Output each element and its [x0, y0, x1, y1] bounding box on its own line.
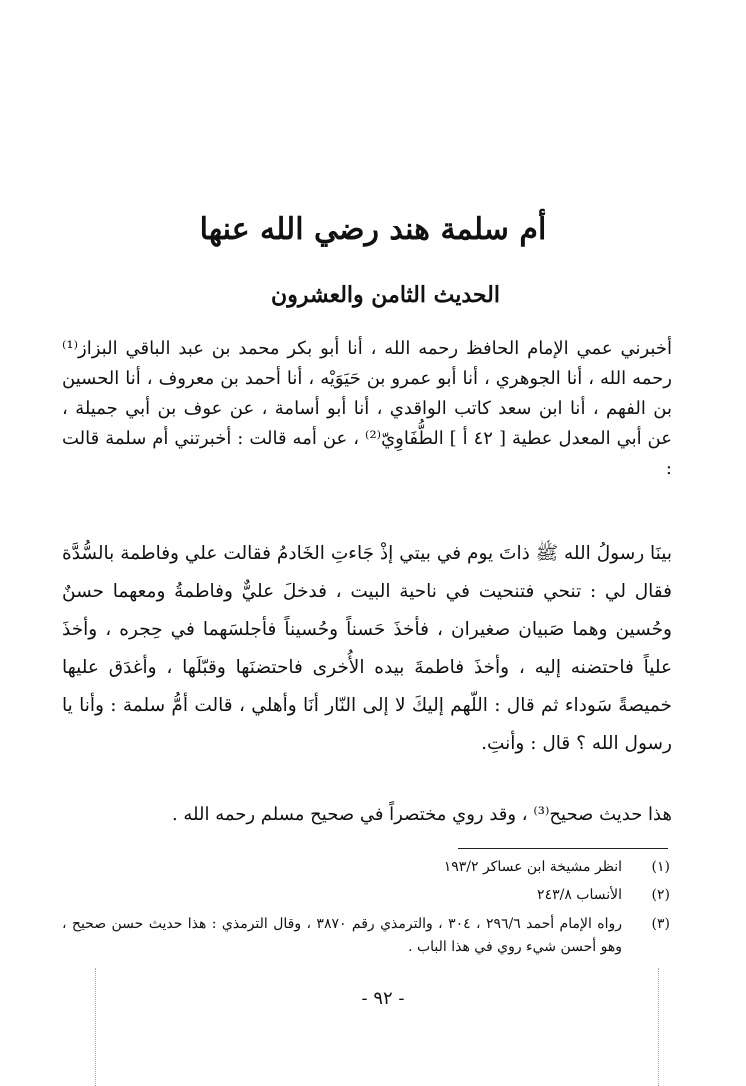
- scan-margin-line: [95, 968, 96, 1086]
- isnad-paragraph: أخبرني عمي الإمام الحافظ رحمه الله ، أنا أبو بكر محمد بن عبد الباقي البزاز⁽¹⁾ رحمه الله ، أنا الجوهري ، أنا أبو عمرو بن حَيَوَيْه ، أنا أحمد بن معروف ، أنا الحسين بن الفهم ، أنا ابن سعد كاتب الواقدي ، أنا أبو أسامة ، عن عوف بن أبي جميلة ، عن أبي المعدل عطية [ ٤٢ أ ] الطُّفَاوِيّ⁽²⁾ ، عن أمه قالت : أخبرتني أم سلمة قالت :: [62, 338, 673, 479]
- footnote-number: (٢): [651, 887, 670, 903]
- footnote-divider: [458, 848, 668, 849]
- footnote-3: [62, 913, 670, 959]
- footnote-text: الأنساب ٢٤٣/٨: [537, 887, 622, 903]
- footnote-2: [62, 884, 670, 907]
- page-number: - ٩٢ -: [361, 988, 405, 1009]
- footnote-number: (٣): [651, 916, 670, 932]
- scan-margin-line: [658, 968, 659, 1086]
- footnote-text: انظر مشيخة ابن عساكر ١٩٣/٢: [443, 859, 622, 875]
- hadith-text-paragraph: بينَا رسولُ الله ﷺ ذاتَ يوم في بيتي إذْ جَاءتِ الخَادمُ فقالت علي وفاطمة بالسُّدَّة فقال لي : تنحي فتنحيت في ناحية البيت ، فدخلَ عليٌّ وفاطمةُ ومعهما حسنٌ وحُسين وهما صَبيان صغيران ، فأخذَ حَسناً وحُسيناً فأجلسَهما في حِجره ، وأخذَ علياً فاحتضنه إليه ، وأخذَ فاطمةَ بيده الأُخرى فاحتضنَها وقبّلَها ، وأغدَق عليها خميصةً سَوداء ثم قال : اللّهم إليكَ لا إلى النّار أنَا وأهلي ، قالت أمُّ سلمة : وأنا يا رسول الله ؟ قال : وأنتِ.: [62, 543, 672, 754]
- footnote-number: (١): [651, 859, 670, 875]
- grading-paragraph: هذا حديث صحيح⁽³⁾ ، وقد روي مختصراً في صحيح مسلم رحمه الله .: [171, 804, 672, 825]
- hadith-heading: الحديث الثامن والعشرون: [271, 282, 500, 308]
- footnote-1: [62, 856, 670, 879]
- footnote-text: رواه الإمام أحمد ٢٩٦/٦ ، ٣٠٤ ، والترمذي رقم ٣٨٧٠ ، وقال الترمذي : هذا حديث حسن صحيح ، وهو أحسن شيء روي في هذا الباب .: [62, 916, 623, 955]
- chapter-title: أم سلمة هند رضي الله عنها: [199, 212, 547, 247]
